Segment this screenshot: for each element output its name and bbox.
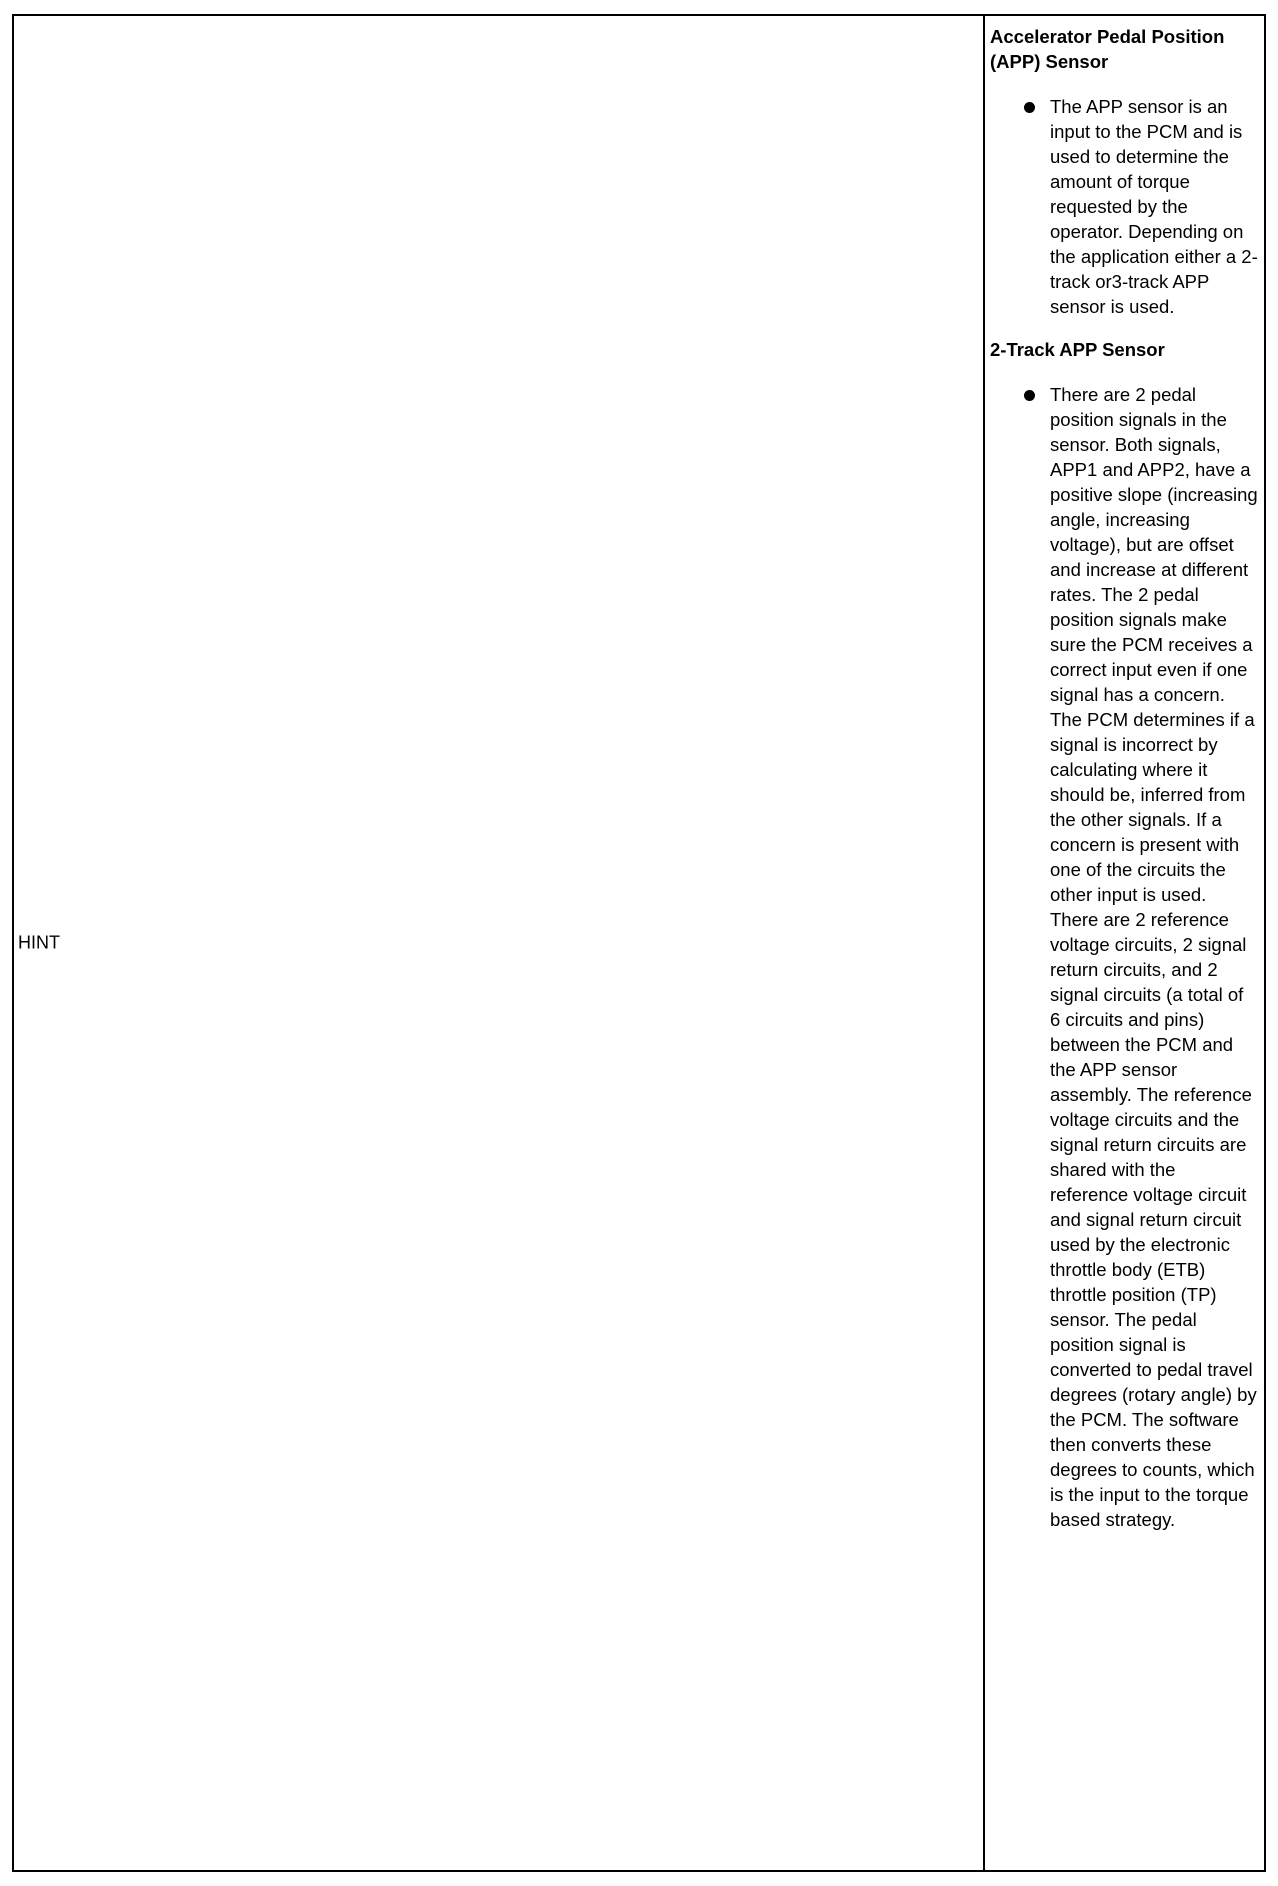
bullet-icon: [1024, 390, 1035, 401]
list-item: [1050, 382, 1258, 1532]
section-heading-2-track: 2-Track APP Sensor: [990, 339, 1165, 360]
bullet-text-2-track: There are 2 pedal position signals in the sensor. Both signals, APP1 and APP2, have a positive slope (increasing angle, increasing voltage), but are offset and increase at different rates. The 2 pedal position signals make sure the PCM receives a correct input even if one signal has a concern. The PCM determines if a signal is incorrect by calculating where it should be, inferred from the other signals. If a concern is present with one of the circuits the other input is used. There are 2 reference voltage circuits, 2 signal return circuits, and 2 signal circuits (a total of 6 circuits and pins) between the PCM and the APP sensor assembly. The reference voltage circuits and the signal return circuits are shared with the reference voltage circuit and signal return circuit used by the electronic throttle body (ETB) throttle position (TP) sensor. The pedal position signal is converted to pedal travel degrees (rotary angle) by the PCM. The software then converts these degrees to counts, which is the input to the torque based strategy.: [1050, 384, 1258, 1530]
document-table: [12, 14, 1266, 1872]
label-cell: [14, 16, 985, 1870]
bullet-list-2-track: [990, 382, 1258, 1532]
content-cell: [985, 16, 1264, 1870]
section-heading-app-sensor: Accelerator Pedal Position (APP) Sensor: [990, 26, 1225, 72]
bullet-text-app-sensor: The APP sensor is an input to the PCM and is used to determine the amount of torque requested by the operator. Depending on the application either a 2-track or3-track APP sensor is used.: [1050, 96, 1258, 317]
bullet-icon: [1024, 102, 1035, 113]
hint-label: HINT: [18, 932, 60, 953]
bullet-list-app-sensor: [990, 94, 1258, 319]
list-item: [1050, 94, 1258, 319]
